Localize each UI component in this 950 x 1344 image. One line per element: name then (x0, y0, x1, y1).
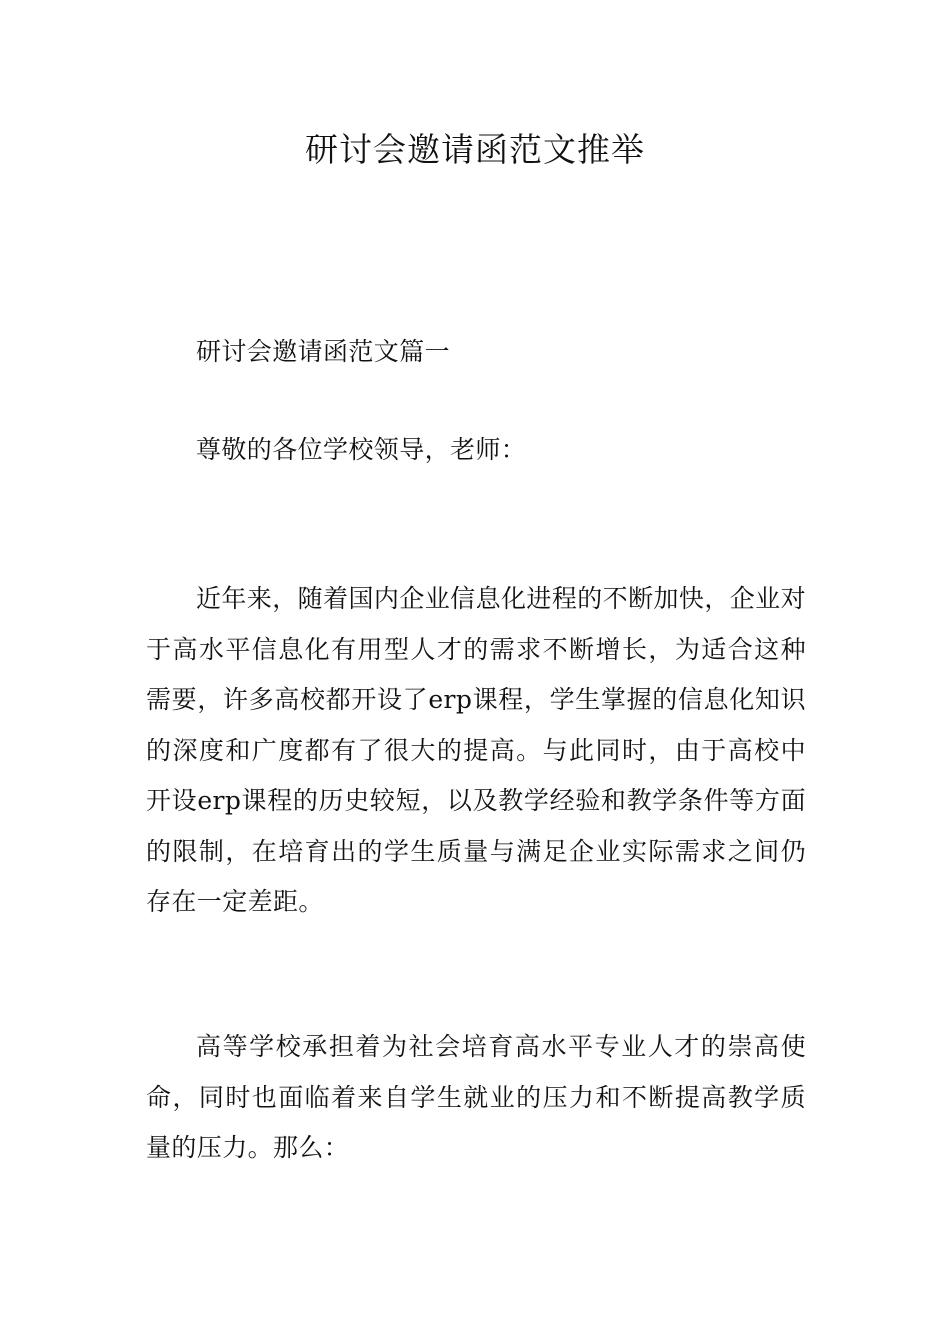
document-title: 研讨会邀请函范文推举 (305, 130, 645, 169)
greeting-line: 尊敬的各位学校领导，老师： (196, 435, 527, 464)
body-paragraph: 高等学校承担着为社会培育高水平专业人才的崇高使命，同时也面临着来自学生就业的压力和不断提高教学质量的压力。那么： (146, 1032, 806, 1162)
section-heading: 研讨会邀请函范文篇一 (196, 337, 451, 366)
body-paragraph: 近年来，随着国内企业信息化进程的不断加快，企业对于高水平信息化有用型人才的需求不断增长，为适合这种需要，许多高校都开设了erp课程，学生掌握的信息化知识的深度和广度都有了很大的提高。与此同时，由于高校中开设erp课程的历史较短，以及教学经验和教学条件等方面的限制，在培育出的学生质量与满足企业实际需求之间仍存在一定差距。 (146, 584, 806, 916)
